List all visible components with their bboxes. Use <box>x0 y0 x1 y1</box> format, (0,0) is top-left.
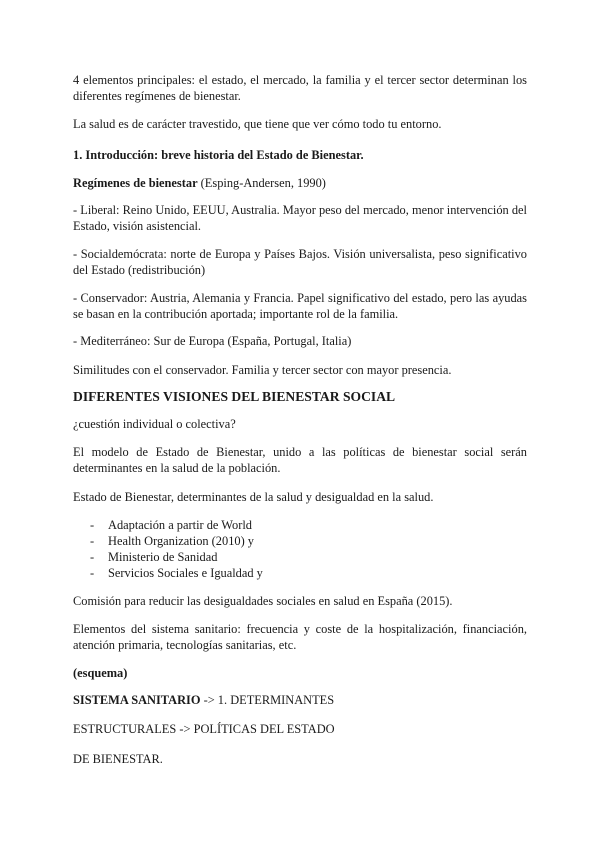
bullet-marker: - <box>90 534 95 548</box>
list-item: - Ministerio de Sanidad <box>90 550 218 564</box>
section-heading-introduccion: 1. Introducción: breve historia del Estado de Bienestar. <box>73 148 364 162</box>
paragraph-similitudes: Similitudes con el conservador. Familia y tercer sector con mayor presencia. <box>73 363 452 377</box>
regimes-line <box>73 175 527 191</box>
paragraph-elementos-principales: 4 elementos principales: el estado, el mercado, la familia y el tercer sector determinan los diferentes regímenes de bienestar. <box>73 73 527 103</box>
regime-socialdemocrata: - Socialdemócrata: norte de Europa y Países Bajos. Visión universalista, peso significativo del Estado (redistribución) <box>73 247 527 277</box>
regime-conservador: - Conservador: Austria, Alemania y Francia. Papel significativo del estado, pero las ayudas se basan en la contribución aportada; importante rol de la familia. <box>73 291 527 321</box>
regimes-citation: (Esping-Andersen, 1990) <box>197 176 326 190</box>
regime-mediterraneo: - Mediterráneo: Sur de Europa (España, Portugal, Italia) <box>73 334 352 348</box>
bullet-marker: - <box>90 518 95 532</box>
sistema-title: SISTEMA SANITARIO <box>73 693 201 707</box>
section-heading-visiones: DIFERENTES VISIONES DEL BIENESTAR SOCIAL <box>73 389 396 404</box>
paragraph-modelo: El modelo de Estado de Bienestar, unido a las políticas de bienestar social serán determinantes en la salud de la población. <box>73 445 527 475</box>
paragraph-elementos: Elementos del sistema sanitario: frecuencia y coste de la hospitalización, financiación, atención primaria, tecnologías sanitarias, etc. <box>73 622 527 652</box>
paragraph-salud: La salud es de carácter travestido, que tiene que ver cómo todo tu entorno. <box>73 117 442 131</box>
list-item: - Adaptación a partir de World <box>90 518 252 532</box>
paragraph-estructurales: ESTRUCTURALES -> POLÍTICAS DEL ESTADO <box>73 722 335 736</box>
sistema-line <box>73 692 527 708</box>
list-item: - Servicios Sociales e Igualdad y <box>90 566 263 580</box>
sistema-arrow-text: -> 1. DETERMINANTES <box>200 693 335 707</box>
dash-list <box>90 517 263 581</box>
bullet-marker: - <box>90 550 95 564</box>
paragraph-question: ¿cuestión individual o colectiva? <box>73 417 236 431</box>
regime-liberal: - Liberal: Reino Unido, EEUU, Australia. Mayor peso del mercado, menor intervención del Estado, visión asistencial. <box>73 203 527 233</box>
paragraph-bienestar: DE BIENESTAR. <box>73 752 163 766</box>
list-item: - Health Organization (2010) y <box>90 534 255 548</box>
regimes-title: Regímenes de bienestar <box>73 176 198 190</box>
paragraph-estado: Estado de Bienestar, determinantes de la salud y desigualdad en la salud. <box>73 490 434 504</box>
paragraph-esquema: (esquema) <box>73 666 128 680</box>
bullet-marker: - <box>90 566 95 580</box>
paragraph-comision: Comisión para reducir las desigualdades sociales en salud en España (2015). <box>73 594 453 608</box>
